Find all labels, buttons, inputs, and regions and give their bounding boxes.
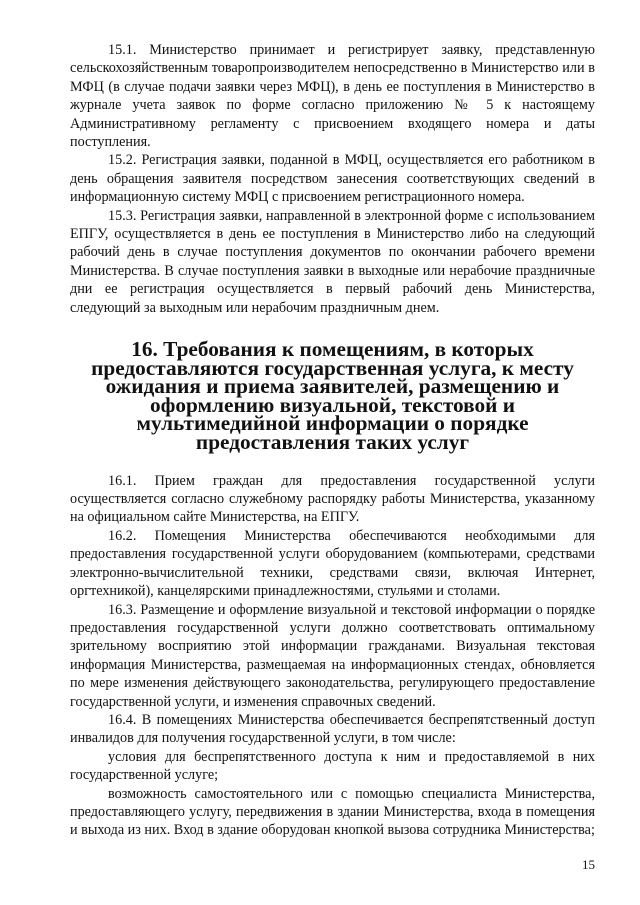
paragraph-15-3: 15.3. Регистрация заявки, направленной в электронной форме с использованием ЕПГУ, осуществляется в день ее поступления в Министерство либо на следующий рабочий день в случае поступления документов по окончании рабочего времени Министерства. В случае поступления заявки в выходные или нерабочие праздничные дни ее регистрация осуществляется в первый рабочий день Министерства, следующий за выходным или нерабочим праздничным днем. [70, 207, 595, 316]
paragraph-15-2: 15.2. Регистрация заявки, поданной в МФЦ, осуществляется его работником в день обращения заявителя посредством занесения соответствующих сведений в информационную систему МФЦ с присвоением регистрационного номера. [70, 152, 595, 206]
page-number: 15 [582, 857, 595, 872]
paragraph-16-4-item-1: условия для беспрепятственного доступа к ним и предоставляемой в них государственной услуге; [70, 748, 595, 784]
paragraph-15-1: 15.1. Министерство принимает и регистрирует заявку, представленную сельскохозяйственным товаропроизводителем непосредственно в Министерство или в МФЦ (в случае подачи заявки через МФЦ), в день ее поступления в Министерство в журнале учета заявок по форме согласно приложению № 5 к настоящему Административному регламенту с присвоением входящего номера и даты поступления. [70, 42, 595, 151]
paragraph-16-3: 16.3. Размещение и оформление визуальной и текстовой информации о порядке предоставления государственной услуги должно соответствовать оптимальному зрительному восприятию этой информации гражданами. Визуальная текстовая информация Министерства, размещаемая на информационных стендах, обновляется по мере изменения действующего законодательства, регулирующего предоставление государственной услуги, и изменения справочных сведений. [70, 601, 595, 710]
paragraph-16-1: 16.1. Прием граждан для предоставления государственной услуги осуществляется согласно служебному распорядку работы Министерства, указанному на официальном сайте Министерства, на ЕПГУ. [70, 472, 595, 526]
paragraph-16-2: 16.2. Помещения Министерства обеспечиваются необходимыми для предоставления государственной услуги оборудованием (компьютерами, средствами электронно-вычислительной техники, средствами связи, включая Интернет, оргтехникой), канцелярскими принадлежностями, стульями и столами. [70, 527, 595, 600]
section-heading-16: 16. Требования к помещениям, в которых предоставляются государственная услуга, к месту ожидания и приема заявителей, размещению и оформлению визуальной, текстовой и мультимедийной информации о порядке предоставления таких услуг [91, 337, 574, 455]
paragraph-16-4: 16.4. В помещениях Министерства обеспечивается беспрепятственный доступ инвалидов для получения государственной услуги, в том числе: [70, 711, 595, 747]
paragraph-16-4-item-2: возможность самостоятельного или с помощью специалиста Министерства, предоставляющего услугу, передвижения в здании Министерства, входа в помещения и выхода из них. Вход в здание оборудован кнопкой вызова сотрудника Министерства; [70, 785, 595, 839]
